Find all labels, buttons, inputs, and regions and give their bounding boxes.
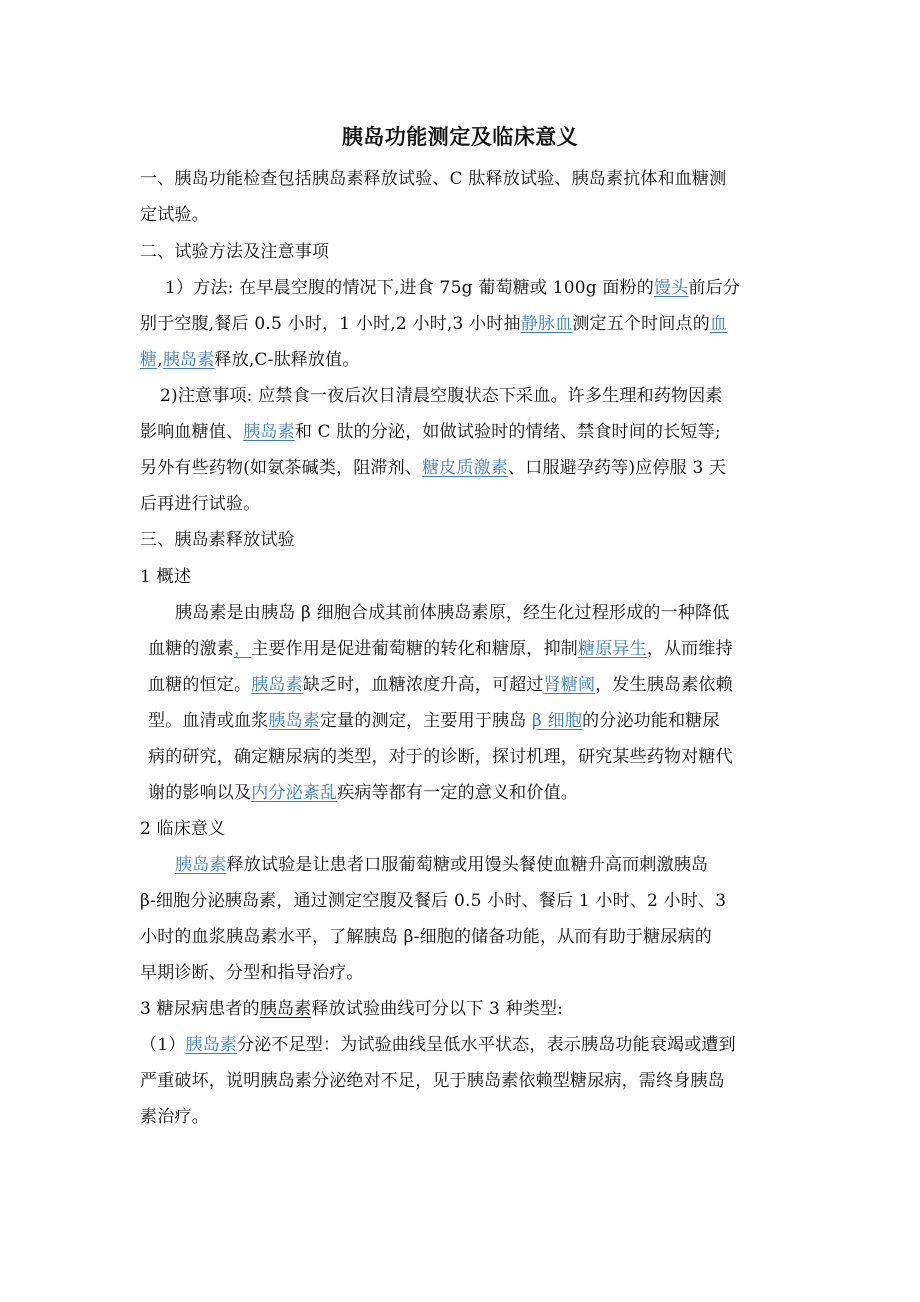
- document-title: 胰岛功能测定及临床意义: [341, 125, 579, 149]
- text-run: 释放,C-肽释放值。: [214, 350, 360, 370]
- text-run: 血糖的激素: [148, 639, 234, 659]
- text-line: [140, 312, 727, 336]
- text-run: 分泌不足型：为试验曲线呈低水平状态，表示胰岛功能衰竭或遭到: [237, 1035, 736, 1055]
- text-run: 释放试验是让患者口服葡萄糖或用馒头餐使血糖升高而刺激胰岛: [226, 855, 709, 875]
- text-run: 血糖的恒定。: [148, 675, 252, 695]
- term-link[interactable]: β 细胞: [532, 711, 583, 731]
- text-run: （1）: [140, 1035, 186, 1055]
- text-line: [140, 1069, 725, 1093]
- text-run: 小时的血浆胰岛素水平，了解胰岛 β-细胞的储备功能，从而有助于糖尿病的: [140, 927, 712, 947]
- text-run: 定试验。: [140, 205, 209, 225]
- term-link[interactable]: 内分泌紊乱: [251, 783, 338, 803]
- term-link[interactable]: 胰岛素: [251, 675, 303, 695]
- text-run: ，发生胰岛素依赖: [595, 675, 733, 695]
- text-run: 谢的影响以及: [148, 783, 252, 803]
- term-link[interactable]: 糖: [140, 350, 158, 370]
- text-run: 素治疗。: [140, 1107, 209, 1127]
- term-link[interactable]: 胰岛素: [268, 711, 321, 731]
- term-link[interactable]: 糖原异生: [578, 639, 647, 659]
- text-run: 3 糖尿病患者的: [140, 999, 260, 1019]
- term-link[interactable]: 馒头: [654, 278, 689, 298]
- text-run: 影响血糖值、: [140, 422, 244, 442]
- text-line: [140, 889, 726, 913]
- text-line: [140, 203, 209, 227]
- text-line: [160, 384, 723, 408]
- term-link[interactable]: 胰岛素: [243, 422, 295, 442]
- text-run: 的分泌功能和糖尿: [582, 711, 720, 731]
- text-run: 胰岛素是由胰岛 β 细胞合成其前体胰岛素原，经生化过程形成的一种降低: [175, 603, 730, 623]
- text-line: [140, 565, 191, 589]
- text-line: [140, 456, 726, 480]
- text-run: 病的研究，确定糖尿病的类型，对于的诊断，探讨机理，研究某些药物对糖代: [148, 747, 733, 767]
- text-run: ，从而维持: [646, 639, 733, 659]
- text-line: [140, 348, 360, 372]
- text-run: 二、试验方法及注意事项: [140, 242, 330, 262]
- text-line: [140, 492, 260, 516]
- term-link[interactable]: 胰岛素: [185, 1035, 238, 1055]
- text-line: [148, 781, 578, 805]
- underlined-term: 胰岛素: [259, 999, 312, 1019]
- text-line: [140, 1033, 736, 1057]
- text-run: 三、胰岛素释放试验: [140, 530, 295, 550]
- text-run: 2)注意事项: 应禁食一夜后次日清晨空腹状态下采血。许多生理和药物因素: [160, 386, 723, 406]
- text-line: [140, 167, 726, 191]
- term-link[interactable]: 血: [709, 314, 728, 334]
- text-run: 严重破坏，说明胰岛素分泌绝对不足，见于胰岛素依赖型糖尿病，需终身胰岛: [140, 1071, 725, 1091]
- text-run: 、口服避孕药等)应停服 3 天: [508, 458, 727, 478]
- text-run: 释放试验曲线可分以下 3 种类型:: [311, 999, 564, 1019]
- text-line: [140, 817, 225, 841]
- text-line: [140, 1105, 209, 1129]
- text-line: [148, 709, 720, 733]
- text-run: β-细胞分泌胰岛素，通过测定空腹及餐后 0.5 小时、餐后 1 小时、2 小时、3: [140, 891, 727, 911]
- text-line: [165, 276, 740, 300]
- text-line: [148, 673, 733, 697]
- term-link[interactable]: 胰岛素: [175, 855, 227, 875]
- term-link[interactable]: 胰岛素: [162, 350, 215, 370]
- text-run: 后再进行试验。: [140, 494, 261, 514]
- text-run: 前后分: [688, 278, 741, 298]
- text-line: [148, 745, 733, 769]
- text-run: 主要作用是促进葡萄糖的转化和糖原，抑制: [251, 639, 579, 659]
- text-run: 别于空腹,餐后 0.5 小时，1 小时,2 小时,3 小时抽: [140, 314, 521, 334]
- text-run: ,: [157, 350, 163, 370]
- text-run: 另外有些药物(如氨茶碱类，阻滞剂、: [140, 458, 423, 478]
- text-line: [140, 925, 712, 949]
- text-line: [175, 853, 708, 877]
- text-run: 2 临床意义: [140, 819, 226, 839]
- term-link[interactable]: ，: [234, 639, 252, 659]
- text-line: [140, 997, 563, 1021]
- text-line: [175, 601, 729, 625]
- text-run: 定量的测定，主要用于胰岛: [320, 711, 533, 731]
- text-run: 测定五个时间点的: [572, 314, 710, 334]
- term-link[interactable]: 肾糖阈: [543, 675, 596, 695]
- text-run: 早期诊断、分型和指导治疗。: [140, 963, 364, 983]
- text-run: 和 C 肽的分泌，如做试验时的情绪、禁食时间的长短等;: [294, 422, 721, 442]
- text-line: [148, 637, 733, 661]
- text-run: 缺乏时，血糖浓度升高，可超过: [302, 675, 544, 695]
- text-line: [140, 528, 295, 552]
- text-run: 1 概述: [140, 567, 192, 587]
- text-run: 疾病等都有一定的意义和价值。: [337, 783, 579, 803]
- term-link[interactable]: 静脉血: [520, 314, 573, 334]
- term-link[interactable]: 糖皮质激素: [422, 458, 509, 478]
- text-run: 一、胰岛功能检查包括胰岛素释放试验、C 肽释放试验、胰岛素抗体和血糖测: [140, 169, 727, 189]
- text-run: 1）方法: 在早晨空腹的情况下,进食 75g 葡萄糖或 100g 面粉的: [165, 278, 655, 298]
- text-run: 型。血清或血浆: [148, 711, 269, 731]
- text-line: [140, 961, 364, 985]
- text-line: [140, 420, 721, 444]
- text-line: [140, 240, 329, 264]
